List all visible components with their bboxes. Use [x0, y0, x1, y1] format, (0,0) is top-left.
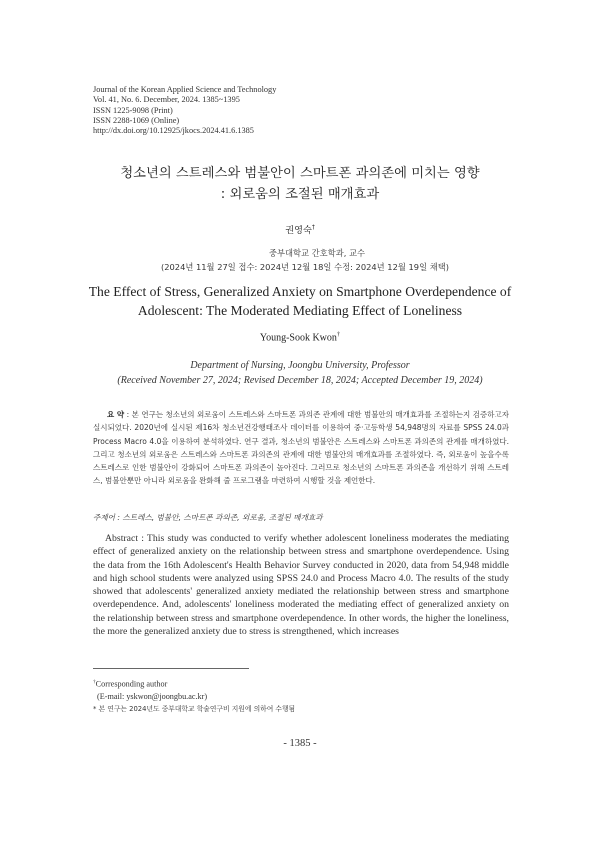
corresponding-email: (E-mail: yskwon@joongbu.ac.kr): [97, 691, 208, 701]
footnote-divider: [93, 668, 249, 669]
english-abstract-text: : This study was conducted to verify whether adolescent loneliness moderates the mediating effect of generalized anxiety on the relationship between stress and smartphone overdependence. Using the data from the 16th Adolescent's Health Behavior Survey conducted in 2020, data from 54,948 middle and high school students were analyzed using SPSS 24.0 and Process Macro 4.0. The results of the study showed that adolescents' generalized anxiety mediated the relationship between stress and smartphone overdependence. And, adolescents' loneliness moderated the mediating effect of generalized anxiety on the relationship between stress and smartphone overdependence. In other words, the higher the loneliness, the more the generalized anxiety due to stress is strengthened, which increases: [93, 533, 509, 638]
korean-title: [0, 163, 600, 205]
corresponding-author-note: Corresponding author: [95, 679, 168, 689]
korean-title-line1: 청소년의 스트레스와 범불안이 스마트폰 과의존에 미치는 영향: [120, 166, 480, 181]
english-abstract-label: Abstract: [105, 533, 139, 544]
english-title-line2: Adolescent: The Moderated Mediating Effect of Loneliness: [137, 303, 463, 318]
english-dates: (Received November 27, 2024; Revised December 18, 2024; Accepted December 19, 2024): [117, 375, 483, 386]
journal-issn-print: ISSN 1225-9098 (Print): [93, 105, 173, 115]
journal-volume: Vol. 41, No. 6. December, 2024. 1385~1395: [93, 95, 240, 105]
journal-issn-online: ISSN 2288-1069 (Online): [93, 115, 180, 125]
english-affiliation: Department of Nursing, Joongbu University, Professor: [190, 360, 410, 371]
korean-author-name: 권영숙: [285, 225, 312, 236]
korean-keywords: 주제어 : 스트레스, 범불안, 스마트폰 과의존, 외로움, 조절된 매개효과: [93, 513, 323, 522]
korean-dates: (2024년 11월 27일 접수: 2024년 12월 18일 수정: 2024년 12월 19일 채택): [161, 262, 449, 272]
english-title-line1: The Effect of Stress, Generalized Anxiety on Smartphone Overdependence of: [88, 284, 512, 299]
korean-title-line2: : 외로움의 조절된 매개효과: [220, 187, 380, 202]
funding-note: * 본 연구는 2024년도 중부대학교 학술연구비 지원에 의하여 수행됨: [93, 704, 296, 713]
korean-affiliation: 중부대학교 간호학과, 교수: [268, 248, 366, 258]
english-author-mark: †: [336, 331, 341, 338]
corresponding-mark: †: [93, 679, 96, 685]
english-abstract: [93, 532, 509, 638]
english-author-name: Young-Sook Kwon: [259, 332, 337, 344]
footnotes: [93, 676, 295, 715]
korean-author: [0, 222, 600, 236]
english-affiliation-block: [0, 358, 600, 388]
korean-abstract-label: 요 약: [107, 410, 125, 419]
english-author: [0, 331, 600, 343]
korean-abstract: [93, 408, 509, 488]
english-title: [0, 282, 600, 320]
journal-name: Journal of the Korean Applied Science and Technology: [93, 85, 277, 94]
korean-affiliation-block: [0, 246, 600, 274]
journal-header: [93, 85, 276, 136]
journal-doi-link[interactable]: http://dx.doi.org/10.12925/jkocs.2024.41.6.1385: [93, 126, 254, 136]
page-number: - 1385 -: [283, 738, 317, 749]
korean-abstract-text: : 본 연구는 청소년의 외로움이 스트레스와 스마트폰 과의존 관계에 대한 범불안의 매개효과를 조절하는지 검증하고자 실시되었다. 2020년에 실시된 제16차 청소년건강행태조사 데이터를 이용하여 중·고등학생 54,948명의 자료를 SPSS 24.0과 Process Macro 4.0을 이용하여 분석하였다. 연구 결과, 청소년의 범불안은 스트레스와 스마트폰 과의존의 관계를 매개하였다. 그리고 청소년의 외로움은 스트레스와 스마트폰 과의존의 관계에 대한 범불안의 매개효과를 조절하였다. 즉, 외로움이 높을수록 스트레스로 인한 범불안이 강화되어 스마트폰 과의존이 높아진다. 그러므로 청소년의 스마트폰 과의존을 개선하기 위해 스트레스, 범불안뿐만 아니라 외로움을 완화해 줄 프로그램을 마련하여 시행할 것을 제언한다.: [93, 410, 509, 486]
korean-author-mark: †: [311, 223, 315, 231]
